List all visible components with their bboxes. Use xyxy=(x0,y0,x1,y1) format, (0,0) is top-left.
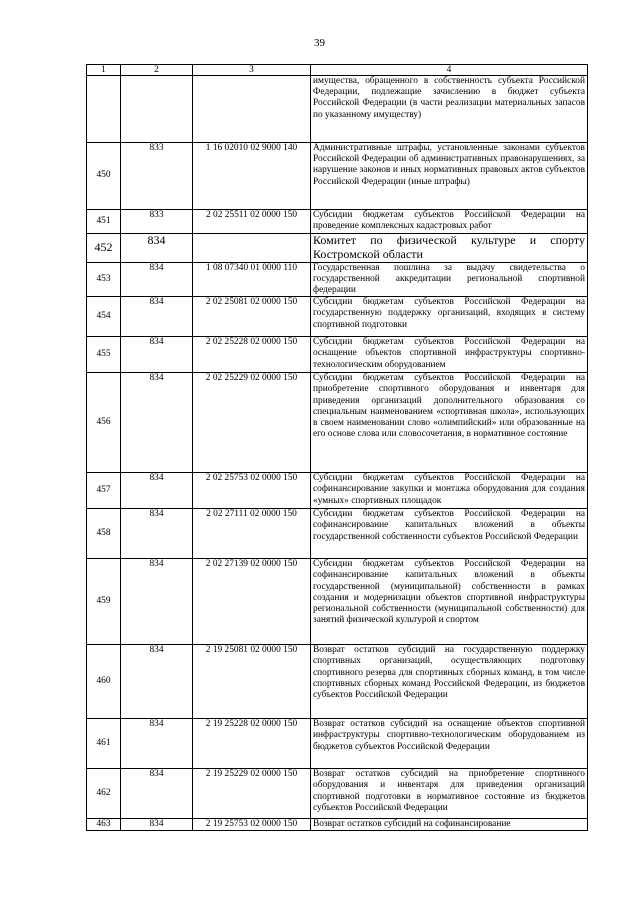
table-row xyxy=(87,719,588,769)
budget-code xyxy=(193,76,311,143)
budget-code: 2 02 25753 02 0000 150 xyxy=(193,473,311,509)
budget-code: 1 16 02010 02 9000 140 xyxy=(193,143,311,210)
table-row xyxy=(87,509,588,559)
budget-code: 2 02 25229 02 0000 150 xyxy=(193,373,311,473)
row-description: Субсидии бюджетам субъектов Российской Федерации на софинансирование закупки и монтажа оборудования для создания «умных» спортивных площадок xyxy=(311,473,588,509)
row-number: 461 xyxy=(87,719,121,769)
table-row xyxy=(87,297,588,337)
row-number: 453 xyxy=(87,262,121,297)
table-row xyxy=(87,210,588,234)
table-row xyxy=(87,769,588,819)
table-row xyxy=(87,473,588,509)
budget-code: 2 19 25229 02 0000 150 xyxy=(193,769,311,819)
section-title: Комитет по физической культуре и спорту Костромской области xyxy=(311,234,588,263)
revenue-classification-table xyxy=(86,64,588,831)
admin-code: 833 xyxy=(121,143,193,210)
header-col-4: 4 xyxy=(311,65,588,76)
budget-code: 2 19 25081 02 0000 150 xyxy=(193,645,311,719)
budget-code: 2 02 25511 02 0000 150 xyxy=(193,210,311,234)
row-number: 460 xyxy=(87,645,121,719)
budget-code: 2 02 27139 02 0000 150 xyxy=(193,559,311,645)
table-row xyxy=(87,645,588,719)
admin-code xyxy=(121,76,193,143)
table-row xyxy=(87,76,588,143)
budget-code: 2 19 25753 02 0000 150 xyxy=(193,819,311,831)
row-number: 458 xyxy=(87,509,121,559)
admin-code: 834 xyxy=(121,473,193,509)
row-description: Субсидии бюджетам субъектов Российской Федерации на софинансирование капитальных вложений в объекты государственной собственности субъектов Российской Федерации xyxy=(311,509,588,559)
row-number: 463 xyxy=(87,819,121,831)
page-number: 39 xyxy=(314,37,325,49)
budget-code: 2 02 25228 02 0000 150 xyxy=(193,337,311,373)
table-row xyxy=(87,373,588,473)
row-description: Возврат остатков субсидий на государственную поддержку спортивных организаций, осуществляющих подготовку спортивного резерва для спортивных сборных команд, в том числе спортивных сборных команд Российской Федерации, из бюджетов субъектов Российской Федерации xyxy=(311,645,588,719)
budget-code: 2 19 25228 02 0000 150 xyxy=(193,719,311,769)
budget-code xyxy=(193,234,311,263)
row-number: 452 xyxy=(87,234,121,263)
admin-code: 834 xyxy=(121,509,193,559)
table-row xyxy=(87,819,588,831)
header-col-2: 2 xyxy=(121,65,193,76)
row-number: 455 xyxy=(87,337,121,373)
admin-code: 834 xyxy=(121,645,193,719)
row-description: Государственная пошлина за выдачу свидетельства о государственной аккредитации региональной спортивной федерации xyxy=(311,262,588,297)
table-header-row xyxy=(87,65,588,76)
admin-code: 834 xyxy=(121,373,193,473)
row-number: 450 xyxy=(87,143,121,210)
row-number: 459 xyxy=(87,559,121,645)
header-col-3: 3 xyxy=(193,65,311,76)
row-number: 451 xyxy=(87,210,121,234)
budget-code: 2 02 25081 02 0000 150 xyxy=(193,297,311,337)
row-number: 457 xyxy=(87,473,121,509)
row-number: 456 xyxy=(87,373,121,473)
row-description: Возврат остатков субсидий на оснащение объектов спортивной инфраструктуры спортивно-технологическим оборудованием из бюджетов субъектов Российской Федерации xyxy=(311,719,588,769)
row-number xyxy=(87,76,121,143)
row-description: Субсидии бюджетам субъектов Российской Федерации на оснащение объектов спортивной инфраструктуры спортивно-технологическим оборудованием xyxy=(311,337,588,373)
row-number: 462 xyxy=(87,769,121,819)
table-row-section xyxy=(87,234,588,263)
row-description: Возврат остатков субсидий на софинансирование xyxy=(311,819,588,831)
table-row xyxy=(87,337,588,373)
row-description: имущества, обращенного в собственность субъекта Российской Федерации, подлежащие зачислению в бюджет субъекта Российской Федерации (в части реализации материальных запасов по указанному имуществу) xyxy=(311,76,588,143)
table-row xyxy=(87,262,588,297)
row-description: Субсидии бюджетам субъектов Российской Федерации на приобретение спортивного оборудования и инвентаря для приведения организаций дополнительного образования со специальным наименованием «спортивная школа», использующих в своем наименовании слово «олимпийский» или образованные на его основе слова или словосочетания, в нормативное состояние xyxy=(311,373,588,473)
row-description: Субсидии бюджетам субъектов Российской Федерации на проведение комплексных кадастровых работ xyxy=(311,210,588,234)
admin-code: 833 xyxy=(121,210,193,234)
table-row xyxy=(87,143,588,210)
row-description: Субсидии бюджетам субъектов Российской Федерации на софинансирование капитальных вложений в объекты государственной (муниципальной) собственности в рамках создания и модернизации объектов спортивной инфраструктуры региональной собственности (муниципальной собственности) для занятий физической культурой и спортом xyxy=(311,559,588,645)
admin-code: 834 xyxy=(121,262,193,297)
admin-code: 834 xyxy=(121,234,193,263)
header-col-1: 1 xyxy=(87,65,121,76)
admin-code: 834 xyxy=(121,297,193,337)
row-number: 454 xyxy=(87,297,121,337)
admin-code: 834 xyxy=(121,819,193,831)
budget-code: 1 08 07340 01 0000 110 xyxy=(193,262,311,297)
budget-code: 2 02 27111 02 0000 150 xyxy=(193,509,311,559)
admin-code: 834 xyxy=(121,559,193,645)
row-description: Административные штрафы, установленные законами субъектов Российской Федерации об административных правонарушениях, за нарушение законов и иных нормативных правовых актов субъектов Российской Федерации (иные штрафы) xyxy=(311,143,588,210)
row-description: Субсидии бюджетам субъектов Российской Федерации на государственную поддержку организаций, входящих в систему спортивной подготовки xyxy=(311,297,588,337)
admin-code: 834 xyxy=(121,337,193,373)
row-description: Возврат остатков субсидий на приобретение спортивного оборудования и инвентаря для приведения организаций спортивной подготовки в нормативное состояние из бюджетов субъектов Российской Федерации xyxy=(311,769,588,819)
table-row xyxy=(87,559,588,645)
admin-code: 834 xyxy=(121,719,193,769)
admin-code: 834 xyxy=(121,769,193,819)
